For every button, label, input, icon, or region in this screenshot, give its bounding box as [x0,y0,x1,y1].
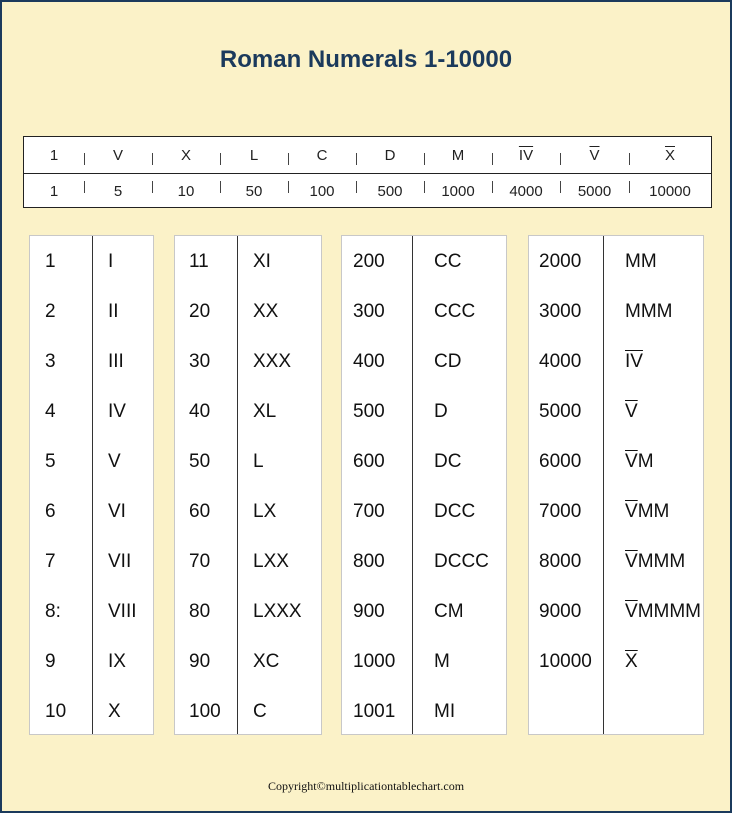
number-cell: 9 [45,651,56,672]
key-separator [220,153,221,165]
number-cell: 40 [189,401,211,422]
number-cell: 80 [189,601,211,622]
key-symbol-cell: V [112,146,123,164]
number-cell: 1000 [353,651,396,672]
key-value-cell: 1000 [441,182,475,200]
roman-cell: MMM [625,301,673,322]
number-cell: 400 [353,351,385,372]
roman-cell: M [434,651,450,672]
number-cell: 1001 [353,701,396,722]
numeral-table-1 [29,235,154,735]
roman-cell: IV [108,401,126,422]
roman-cell: IX [108,651,126,672]
number-cell: 7 [45,551,56,572]
key-value-cell: 5 [113,182,123,200]
roman-cell: $\overline{V}M$ [625,451,654,472]
roman-cell: XI [253,251,271,272]
roman-cell: DCCC [434,551,489,572]
roman-cell: $\overline{V}MMMM$ [625,601,701,622]
number-cell: 7000 [539,501,582,522]
roman-cell: $\overline{X}$ [625,651,638,672]
number-cell: 20 [189,301,211,322]
key-separator [629,153,630,165]
key-separator [288,181,289,193]
roman-cell: XX [253,301,279,322]
numeral-table-4 [528,235,704,735]
key-separator [152,153,153,165]
roman-cell: VII [108,551,132,572]
key-value-cell: 500 [377,182,403,200]
roman-cell: XXX [253,351,292,372]
key-symbol-cell: $\overline{V}$ [589,146,600,164]
key-separator [492,153,493,165]
roman-cell: DC [434,451,462,472]
key-separator [356,181,357,193]
key-separator [84,181,85,193]
number-cell: 1 [45,251,56,272]
number-cell: 50 [189,451,211,472]
number-cell: 6 [45,501,56,522]
roman-cell: III [108,351,124,372]
number-cell: 6000 [539,451,582,472]
roman-cell: XC [253,651,280,672]
number-cell: 9000 [539,601,582,622]
roman-cell: II [108,301,119,322]
roman-cell: CC [434,251,462,272]
number-cell: 90 [189,651,211,672]
number-cell: 5000 [539,401,582,422]
roman-cell: $\overline{V}MM$ [625,501,670,522]
number-cell: 2 [45,301,56,322]
number-cell: 4 [45,401,56,422]
number-cell: 900 [353,601,385,622]
roman-cell: L [253,451,264,472]
roman-cell: V [108,451,121,472]
key-separator [424,153,425,165]
roman-cell: XL [253,401,277,422]
numeral-table-2 [174,235,322,735]
number-cell: 8000 [539,551,582,572]
roman-cell: CD [434,351,462,372]
key-value-cell: 50 [245,182,263,200]
roman-cell: X [108,701,121,722]
key-symbol-cell: D [384,146,396,164]
key-value-cell: 4000 [509,182,543,200]
number-cell: 10000 [539,651,592,672]
key-separator [492,181,493,193]
roman-cell: $\overline{IV}$ [625,351,643,372]
column-divider [603,236,604,734]
key-symbol-cell: 1 [49,146,59,164]
key-symbol-cell: M [451,146,465,164]
roman-cell: $\overline{V}$ [625,401,638,422]
key-symbol-cell: C [316,146,328,164]
key-separator [629,181,630,193]
key-symbol-cell: $\overline{X}$ [664,146,675,164]
copyright-text: Copyright©multiplicationtablechart.com [267,779,465,793]
number-cell: 30 [189,351,211,372]
number-cell: 600 [353,451,385,472]
key-value-cell: 100 [309,182,335,200]
roman-cell: LX [253,501,277,522]
number-cell: 10 [45,701,67,722]
key-separator [356,153,357,165]
number-cell: 3000 [539,301,582,322]
number-cell: 4000 [539,351,582,372]
roman-cell: VIII [108,601,137,622]
key-value-cell: 10000 [649,182,691,200]
roman-cell: DCC [434,501,476,522]
key-separator [560,181,561,193]
number-cell: 8: [45,601,61,622]
key-symbol-cell: X [180,146,191,164]
roman-cell: CCC [434,301,476,322]
key-value-cell: 1 [49,182,59,200]
roman-cell: LXX [253,551,289,572]
key-symbol-cell: $\overline{IV}$ [518,146,534,164]
roman-cell: MI [434,701,456,722]
number-cell: 100 [189,701,221,722]
column-divider [412,236,413,734]
key-separator [288,153,289,165]
key-separator [220,181,221,193]
number-cell: 200 [353,251,385,272]
number-cell: 3 [45,351,56,372]
key-separator [152,181,153,193]
key-separator [560,153,561,165]
number-cell: 5 [45,451,56,472]
symbol-key-table [23,136,712,208]
roman-cell: VI [108,501,126,522]
number-cell: 700 [353,501,385,522]
column-divider [237,236,238,734]
roman-cell: C [253,701,267,722]
key-value-cell: 10 [177,182,195,200]
roman-cell: MM [625,251,657,272]
number-cell: 11 [189,251,209,272]
roman-cell: CM [434,601,464,622]
number-cell: 2000 [539,251,582,272]
symbol-row [24,137,711,174]
column-divider [92,236,93,734]
number-cell: 500 [353,401,385,422]
roman-cell: D [434,401,448,422]
number-cell: 70 [189,551,211,572]
roman-cell: $\overline{V}MMM$ [625,551,686,572]
roman-cell: I [108,251,114,272]
key-separator [84,153,85,165]
number-cell: 800 [353,551,385,572]
numeral-table-3 [341,235,507,735]
page-title: Roman Numerals 1-10000 [219,46,513,73]
number-cell: 300 [353,301,385,322]
value-row [24,173,711,209]
key-symbol-cell: L [249,146,259,164]
number-cell: 60 [189,501,211,522]
key-value-cell: 5000 [577,182,612,200]
key-separator [424,181,425,193]
roman-cell: LXXX [253,601,302,622]
